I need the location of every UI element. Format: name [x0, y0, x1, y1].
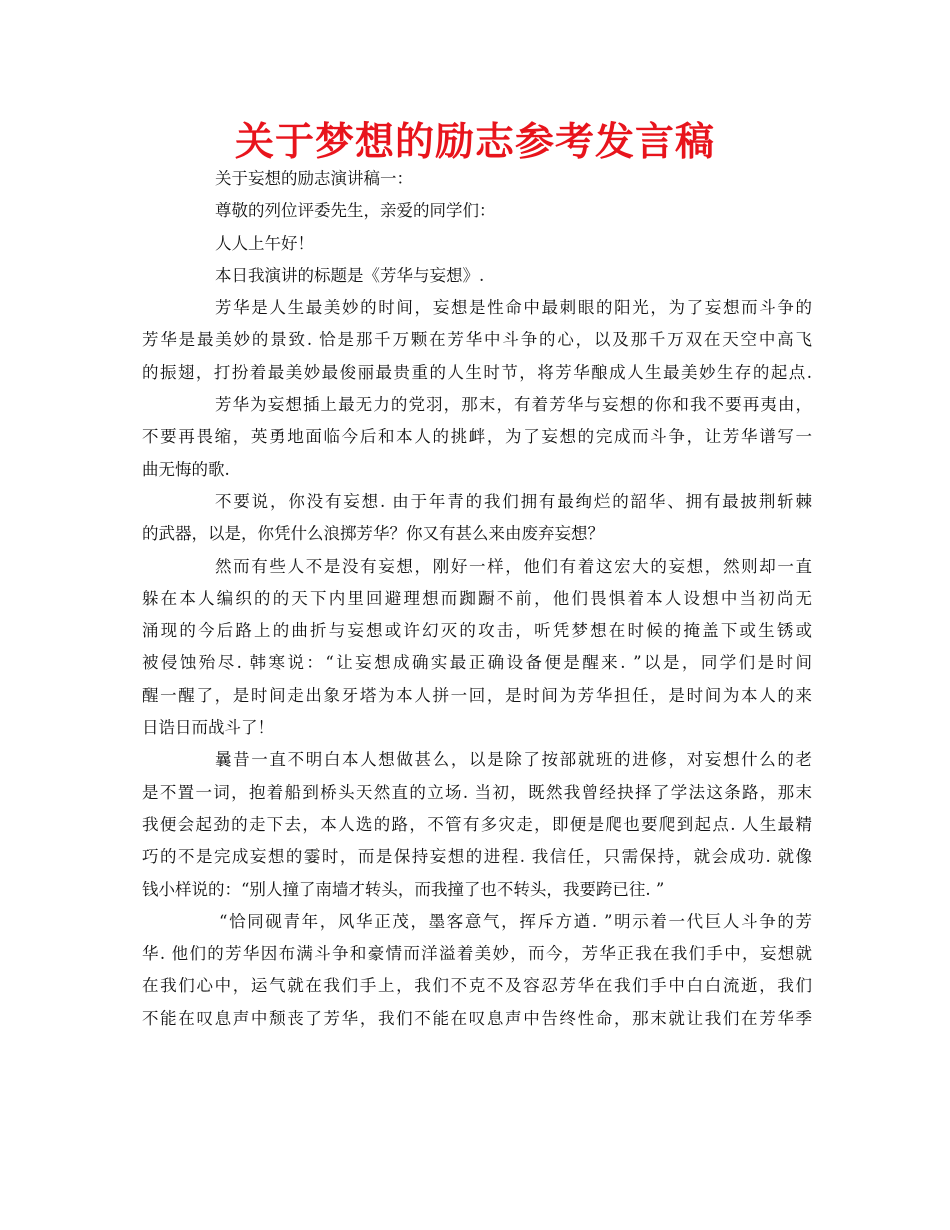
text-line: 是不置一词，抱着船到桥头天然直的立场. 当初，既然我曾经抉择了学法这条路，那末: [142, 782, 812, 802]
text-line: 人人上午好！: [215, 233, 314, 253]
text-line: 巧的不是完成妄想的霎时，而是保持妄想的进程. 我信任，只需保持，就会成功. 就像: [142, 847, 812, 867]
document-title: 关于梦想的励志参考发言稿: [234, 120, 715, 165]
text-line: 尊敬的列位评委先生，亲爱的同学们：: [215, 201, 496, 221]
text-line: 不能在叹息声中颓丧了芳华，我们不能在叹息声中告终性命，那末就让我们在芳华季: [142, 1008, 812, 1028]
text-line: 不要再畏缩，英勇地面临今后和本人的挑衅，为了妄想的完成而斗争，让芳华谱写一: [142, 427, 812, 447]
text-line: 本日我演讲的标题是《芳华与妄想》.: [215, 265, 485, 285]
text-line: 华. 他们的芳华因布满斗争和豪情而洋溢着美妙，而今，芳华正我在我们手中，妄想就: [142, 944, 812, 964]
text-line: 醒一醒了，是时间走出象牙塔为本人拼一回，是时间为芳华担任，是时间为本人的来: [142, 685, 812, 705]
text-line: 的武器，以是，你凭什么浪掷芳华？你又有甚么来由废弃妄想？: [142, 524, 604, 544]
text-line: 芳华是最美妙的景致. 恰是那千万颗在芳华中斗争的心，以及那千万双在天空中高飞: [142, 330, 812, 350]
text-line: 曩昔一直不明白本人想做甚么，以是除了按部就班的进修，对妄想什么的老: [215, 750, 812, 770]
text-line: 芳华为妄想插上最无力的党羽，那末，有着芳华与妄想的你和我不要再夷由，: [215, 395, 812, 415]
document-body: [142, 163, 812, 1035]
text-line: 躲在本人编织的的天下内里回避理想而踟蹰不前，他们畏惧着本人设想中当初尚无: [142, 588, 812, 608]
text-line: 钱小样说的：“别人撞了南墙才转头，而我撞了也不转头，我要跨已往. ”: [142, 879, 665, 899]
text-line: 日诰日而战斗了！: [142, 718, 274, 738]
text-line: 被侵蚀殆尽. 韩寒说：“让妄想成确实最正确设备便是醒来. ”以是，同学们是时间: [142, 653, 812, 673]
text-line: 的振翅，打扮着最美妙最俊丽最贵重的人生时节，将芳华酿成人生最美妙生存的起点.: [142, 362, 812, 382]
text-line: 曲无悔的歌.: [142, 459, 230, 479]
text-line: 在我们心中，运气就在我们手上，我们不克不及容忍芳华在我们手中白白流逝，我们: [142, 976, 812, 996]
text-line: 芳华是人生最美妙的时间，妄想是性命中最刺眼的阳光，为了妄想而斗争的: [215, 298, 812, 318]
text-line: “恰同砚青年，风华正茂，墨客意气，挥斥方遒. ”明示着一代巨人斗争的芳: [219, 911, 812, 931]
text-line: 我便会起劲的走下去，本人选的路，不管有多灾走，即便是爬也要爬到起点. 人生最精: [142, 814, 812, 834]
text-line: 不要说，你没有妄想. 由于年青的我们拥有最绚烂的韶华、拥有最披荆斩棘: [215, 491, 812, 511]
text-line: 涌现的今后路上的曲折与妄想或许幻灭的攻击，听凭梦想在时候的掩盖下或生锈或: [142, 621, 812, 641]
text-line: 关于妄想的励志演讲稿一：: [215, 169, 413, 188]
text-line: 然而有些人不是没有妄想，刚好一样，他们有着这宏大的妄想，然则却一直: [215, 556, 812, 576]
